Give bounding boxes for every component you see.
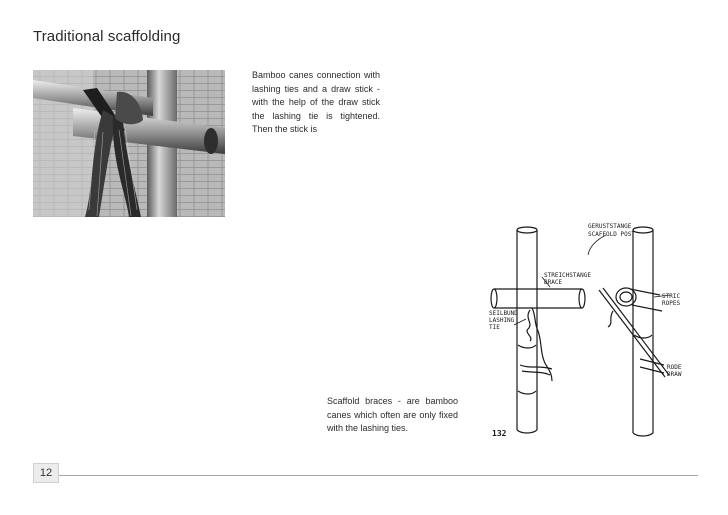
footer-divider [33,475,698,476]
figure-number: 132 [492,429,507,438]
bamboo-lashing-photo [33,70,225,217]
label-post-1: GERUSTSTANGE [588,223,632,230]
label-ropes-1: STRIC [662,293,681,300]
drawing-caption: Scaffold braces - are bamboo canes which often are only fixed with the lashing ties. [327,396,458,434]
drawing-illustration [480,215,685,440]
page-number: 12 [33,463,59,483]
label-draw-1: RODE [667,364,682,371]
label-brace-1: STREICHSTANGE [544,272,591,279]
scaffold-brace-drawing [480,215,685,440]
page-title: Traditional scaffolding [33,28,181,45]
label-tie-2: LASHING [489,317,515,324]
label-draw-2: DRAW [667,371,682,378]
label-ropes-2: ROPES [662,300,681,307]
photo-illustration [33,70,225,217]
photo-caption: Bamboo canes connection with lashing ties and a draw stick - with the help of the draw stick the lashing tie is tightened. Then the stick is [252,70,380,135]
label-post-2: SCAFFOLD POST [588,231,635,238]
label-tie-3: TIE [489,324,500,331]
label-tie-1: SEILBUND [489,310,518,317]
label-brace-2: BRACE [544,279,563,286]
